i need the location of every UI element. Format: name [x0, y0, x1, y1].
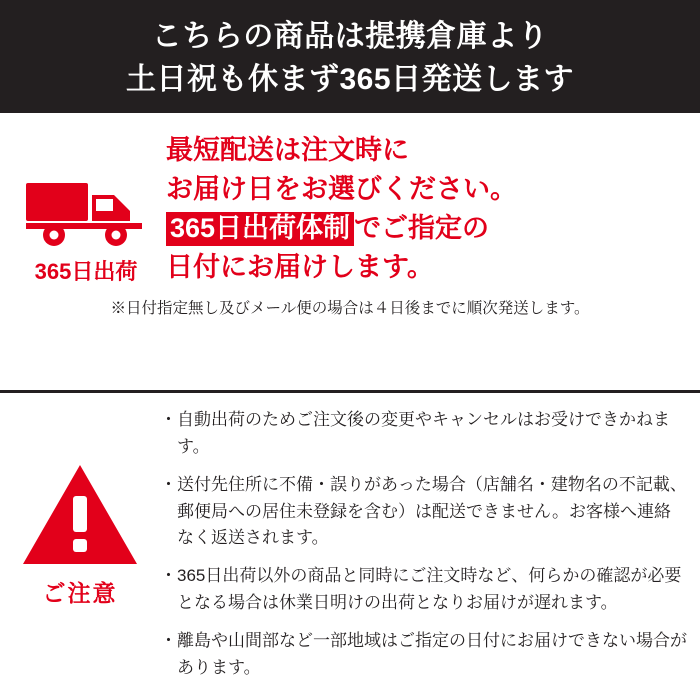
- header-line-1: こちらの商品は提携倉庫より: [151, 19, 549, 53]
- bullet-icon: ・: [160, 566, 177, 586]
- caution-item-text: 365日出荷以外の商品と同時にご注文時など、何らかの確認が必要となる場合は休業日明けの出荷となりお届けが遅れます。: [177, 566, 682, 613]
- delivery-highlight: 365日出荷体制: [166, 212, 354, 246]
- caution-item-text: 送付先住所に不備・誤りがあった場合（店舗名・建物名の不記載、郵便局への居住未登録を含む）は配送できません。お客様へ連絡なく返送されます。: [177, 474, 687, 548]
- header-line-2: 土日祝も休まず365日発送します: [125, 62, 575, 96]
- bullet-icon: ・: [160, 410, 177, 429]
- list-item: [160, 563, 688, 617]
- delivery-row: [0, 123, 700, 288]
- delivery-line-3-rest: でご指定の: [354, 213, 490, 244]
- delivery-text-column: [166, 123, 700, 288]
- caution-item-text: 離島や山間部など一部地域はご指定の日付にお届けできない場合があります。: [177, 631, 687, 677]
- list-item: [160, 407, 688, 461]
- truck-column: [6, 123, 166, 286]
- delivery-line-1: 最短配送は注文時に: [166, 135, 409, 165]
- delivery-note: ※日付指定無し及びメール便の場合は４日後までに順次発送します。: [110, 299, 590, 317]
- header-block: [0, 0, 700, 113]
- truck-icon: [24, 173, 148, 247]
- caution-block: [0, 393, 700, 700]
- bullet-icon: ・: [160, 631, 177, 651]
- delivery-block: [0, 113, 700, 390]
- delivery-line-2: お届け日をお選びください。: [166, 174, 517, 205]
- caution-item-text: 自動出荷のためご注文後の変更やキャンセルはお受けできかねます。: [177, 410, 670, 456]
- caution-icon-column: [0, 405, 160, 700]
- delivery-line-4: 日付にお届けします。: [166, 252, 434, 283]
- list-item: [160, 472, 688, 553]
- caution-list: [160, 405, 700, 700]
- warning-triangle-icon: [21, 463, 139, 567]
- list-item: [160, 628, 688, 682]
- delivery-line-3: [166, 209, 690, 248]
- caution-label: ご注意: [42, 580, 118, 606]
- bullet-icon: ・: [160, 474, 177, 494]
- truck-label: 365日出荷: [34, 259, 138, 284]
